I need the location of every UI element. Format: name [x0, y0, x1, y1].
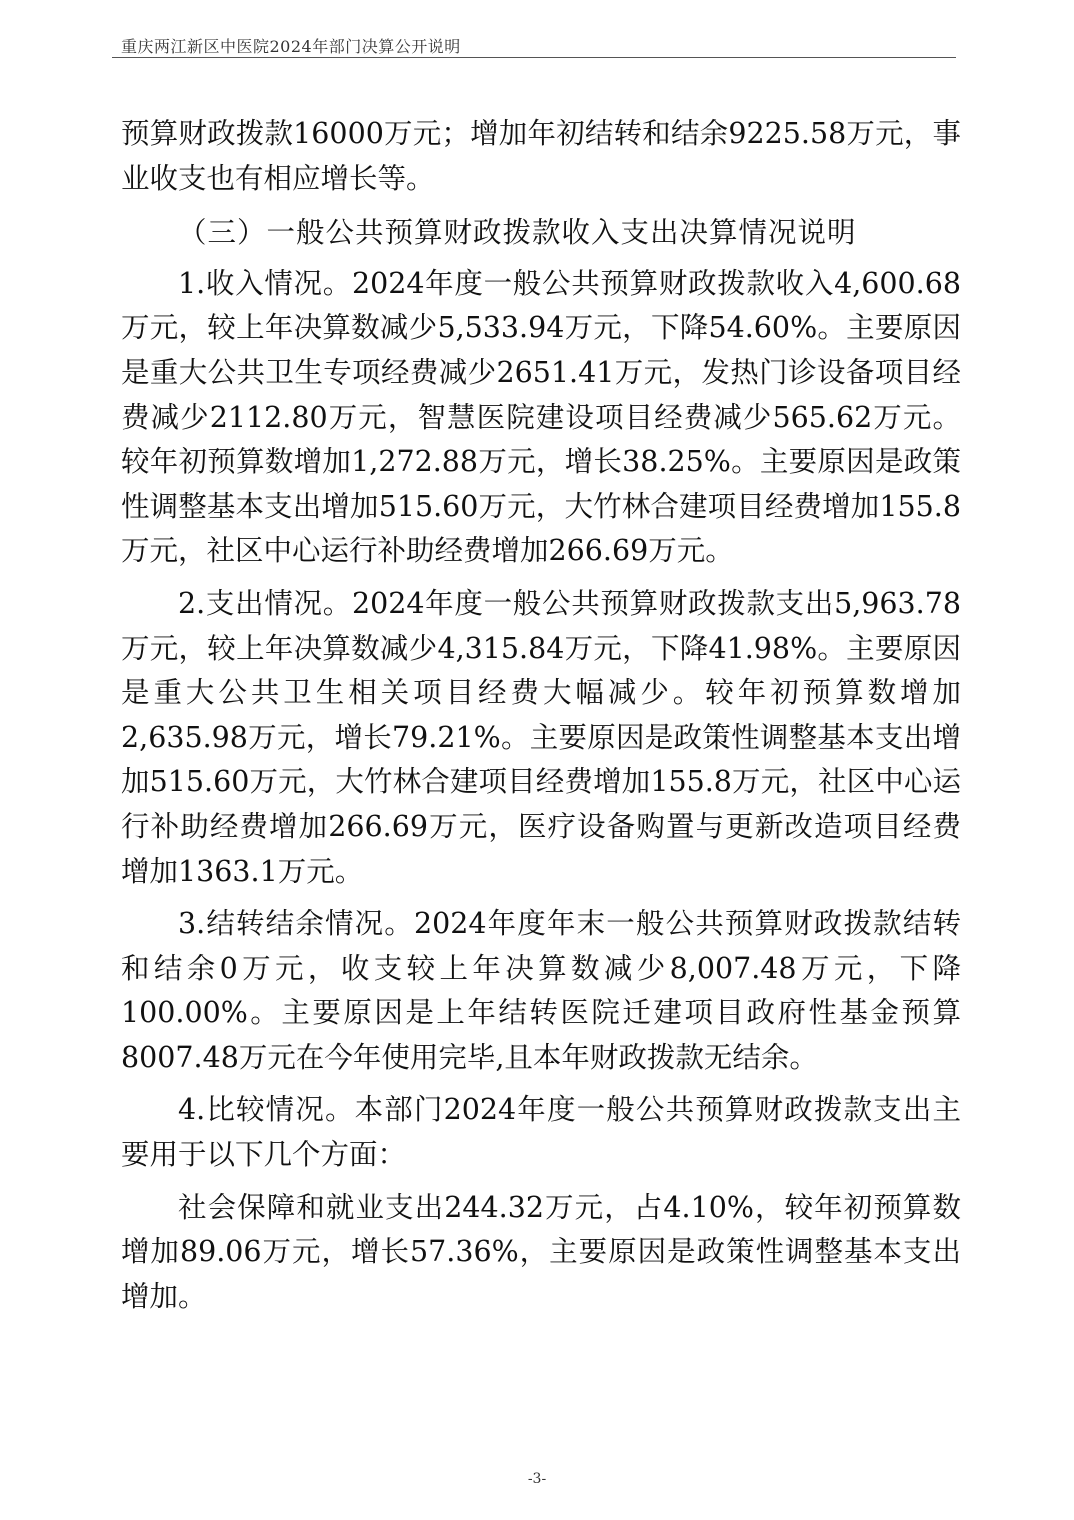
- page-number: -3-: [527, 1471, 547, 1487]
- paragraph-social-security: 社会保障和就业支出244.32万元，占4.10%，较年初预算数增加89.06万元，增长57.36%，主要原因是政策性调整基本支出增加。: [121, 1190, 961, 1313]
- paragraph-comparison: 4.比较情况。本部门2024年度一般公共预算财政拨款支出主要用于以下几个方面：: [121, 1093, 961, 1172]
- paragraph-income: 1.收入情况。2024年度一般公共预算财政拨款收入4,600.68万元，较上年决算数减少5,533.94万元，下降54.60%。主要原因是重大公共卫生专项经费减少2651.41万元，发热门诊设备项目经费减少2112.80万元，智慧医院建设项目经费减少565.62万元。较年初预算数增加1,272.88万元，增长38.25%。主要原因是政策性调整基本支出增加515.60万元，大竹林合建项目经费增加155.8万元，社区中心运行补助经费增加266.69万元。: [121, 266, 961, 568]
- paragraph-expenditure: 2.支出情况。2024年度一般公共预算财政拨款支出5,963.78万元，较上年决算数减少4,315.84万元，下降41.98%。主要原因是重大公共卫生相关项目经费大幅减少。较年初预算数增加2,635.98万元，增长79.21%。主要原因是政策性调整基本支出增加515.60万元，大竹林合建项目经费增加155.8万元，社区中心运行补助经费增加266.69万元，医疗设备购置与更新改造项目经费增加1363.1万元。: [121, 586, 961, 888]
- paragraph-carryover: 3.结转结余情况。2024年度年末一般公共预算财政拨款结转和结余0万元，收支较上年决算数减少8,007.48万元，下降100.00%。主要原因是上年结转医院迁建项目政府性基金预算8007.48万元在今年使用完毕,且本年财政拨款无结余。: [121, 907, 961, 1074]
- header-divider: [112, 57, 956, 58]
- paragraph-continuation: 预算财政拨款16000万元；增加年初结转和结余9225.58万元，事业收支也有相应增长等。: [121, 117, 961, 195]
- body-text: [121, 112, 961, 1319]
- section-heading: （三）一般公共预算财政拨款收入支出决算情况说明: [178, 216, 857, 250]
- running-header: 重庆两江新区中医院2024年部门决算公开说明: [121, 37, 461, 56]
